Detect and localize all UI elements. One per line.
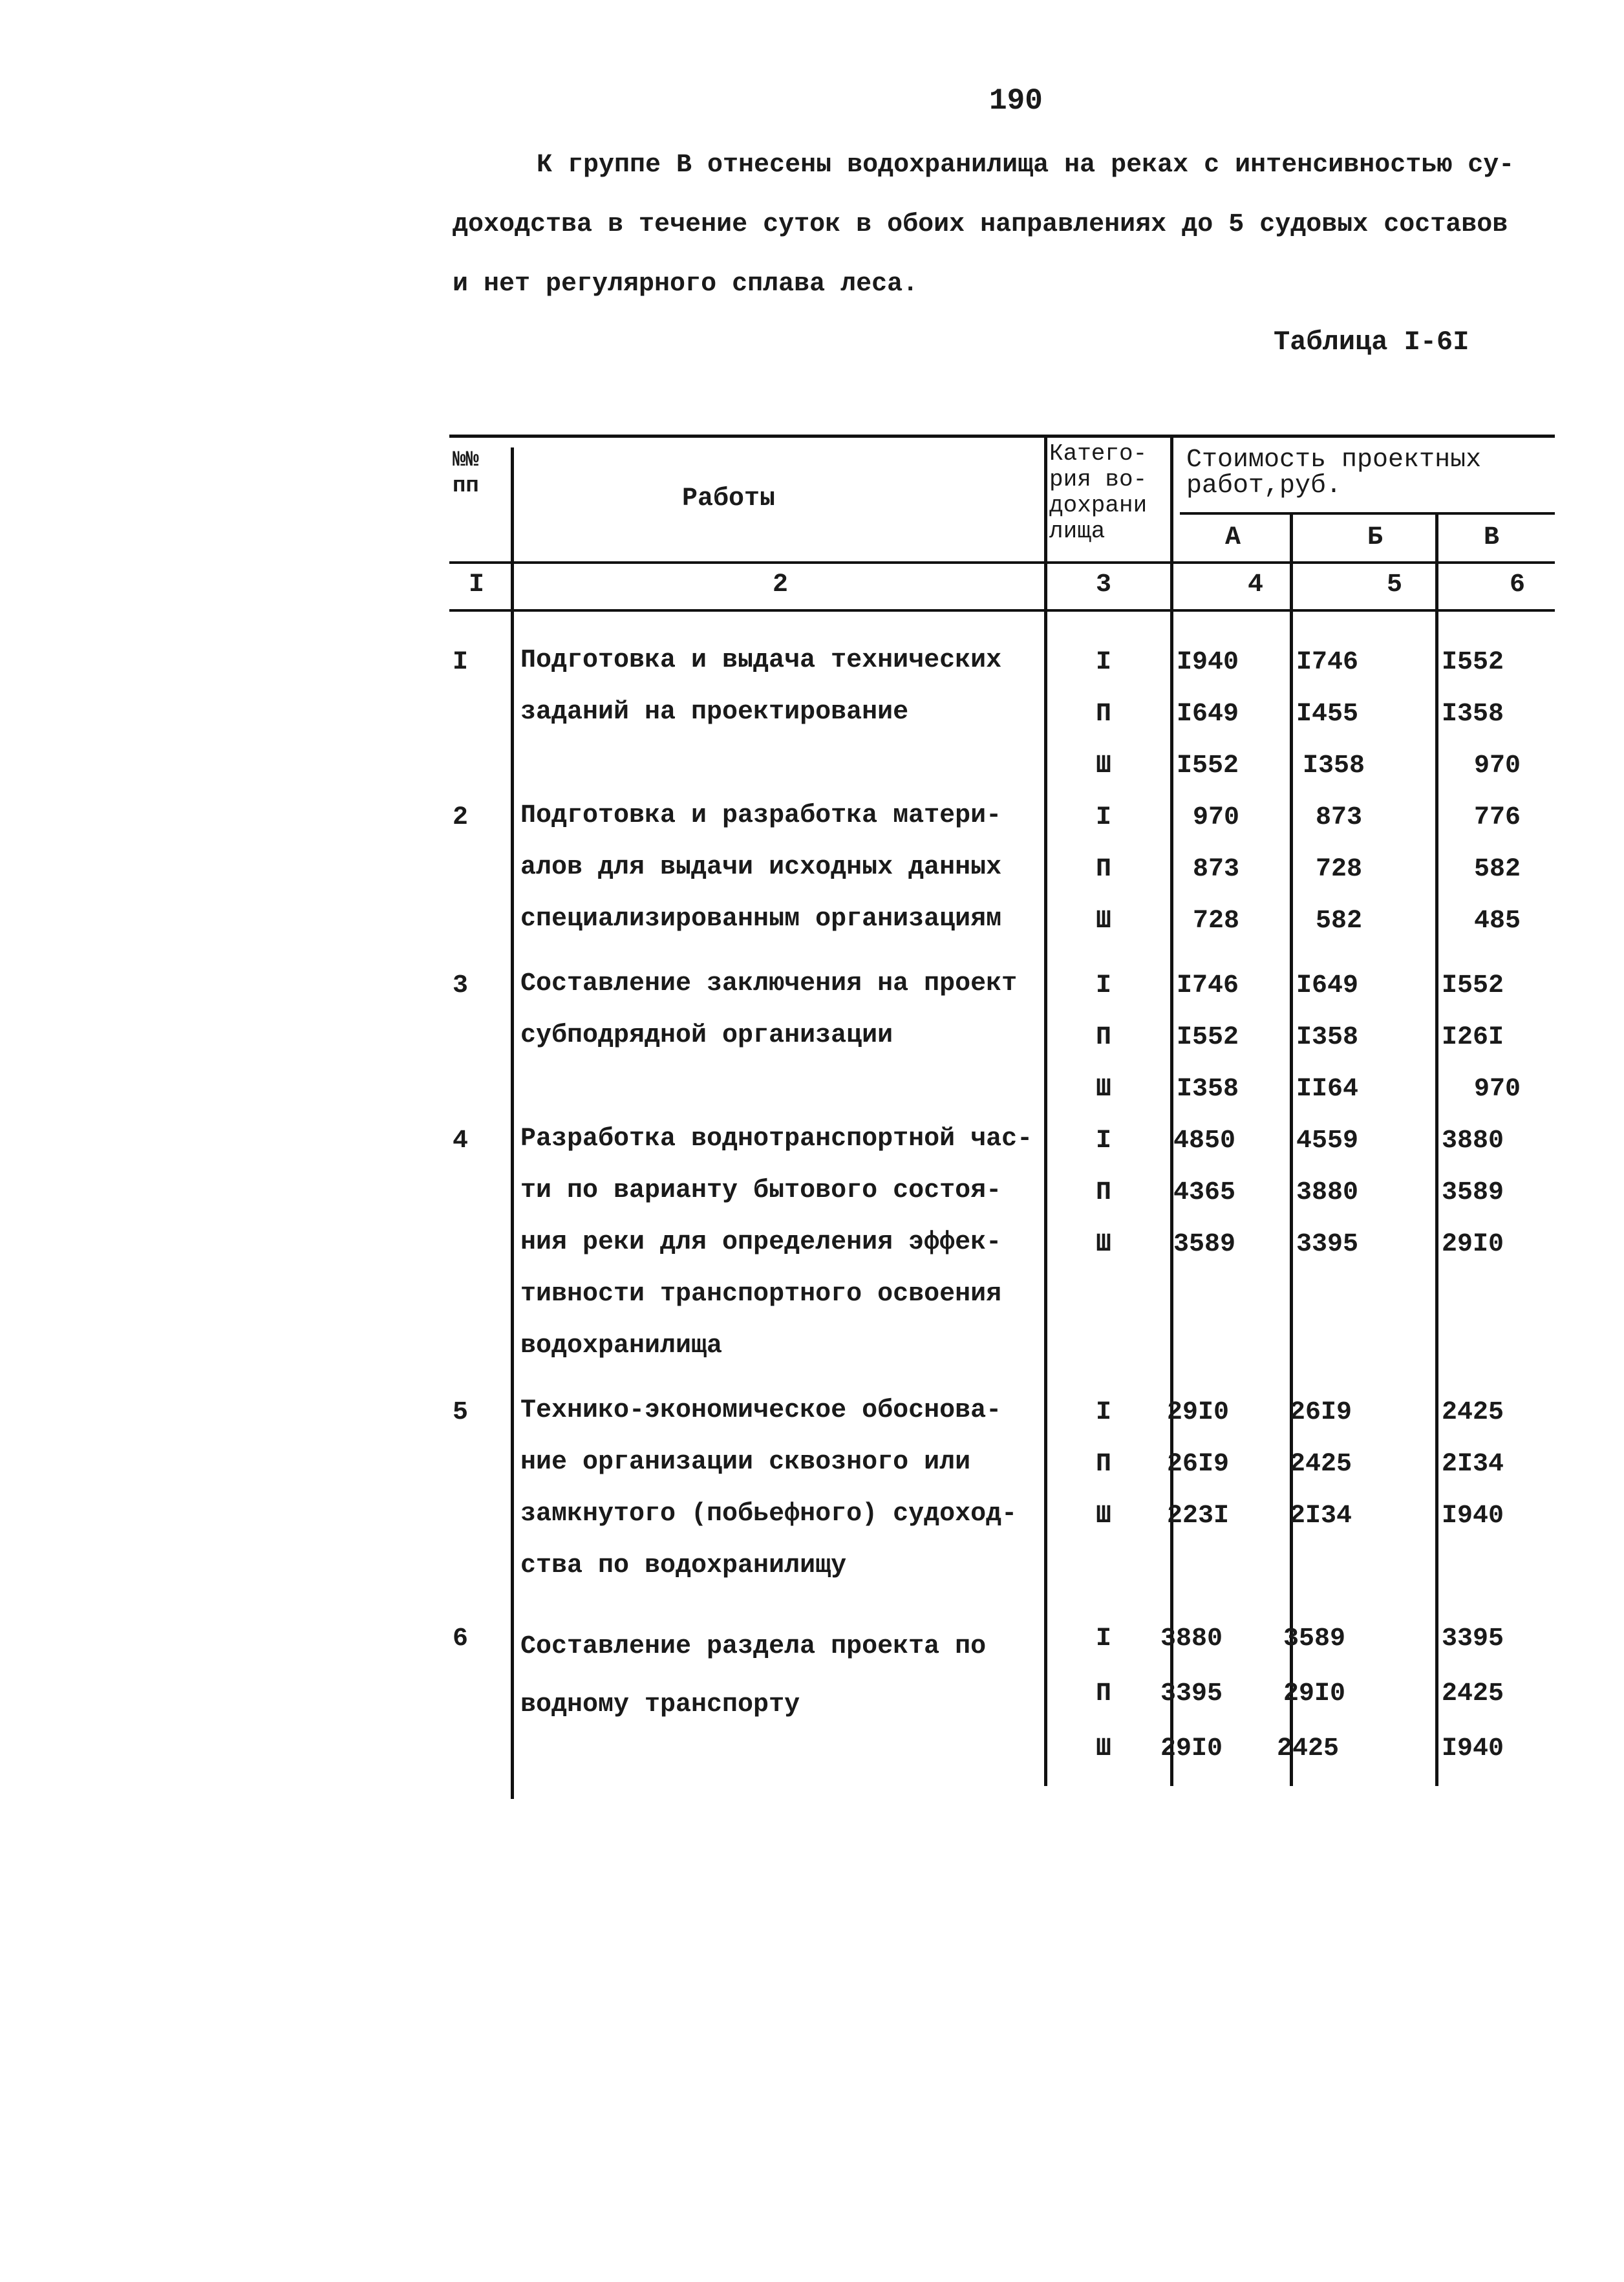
cost-table <box>449 435 1555 1799</box>
row-number: 6 <box>453 1624 469 1653</box>
column-numbers-rule <box>449 609 1555 612</box>
cost-v: I552 <box>1442 648 1504 677</box>
row-number: 4 <box>453 1126 469 1156</box>
col-number: I <box>469 570 485 599</box>
row-number: 3 <box>453 971 469 1000</box>
page-number: 190 <box>989 84 1043 118</box>
header-num: №№ пп <box>453 448 479 499</box>
header-col-b: Б <box>1367 523 1384 552</box>
work-description: Составление заключения на проект субподрядной организации <box>520 969 1018 1050</box>
cost-a: I552 <box>1177 751 1239 780</box>
cost-subheader-rule <box>1180 512 1555 515</box>
col-number: 4 <box>1248 570 1264 599</box>
header-bottom-rule <box>449 561 1555 564</box>
category-value: П <box>1096 1679 1112 1708</box>
work-description: Разработка воднотранспортной час- ти по варианту бытового состоя- ния реки для определения эффек- тивности транспортного освоения водохранилища <box>520 1125 1033 1361</box>
cost-a: 873 <box>1193 855 1240 884</box>
category-value: Ш <box>1096 1075 1112 1104</box>
category-value: Ш <box>1096 751 1112 780</box>
cost-a: 728 <box>1193 907 1240 936</box>
category-value: П <box>1096 1450 1112 1479</box>
cost-a: 29I0 <box>1160 1734 1223 1763</box>
category-value: Ш <box>1096 1230 1112 1259</box>
category-value: I <box>1096 803 1112 832</box>
row-number: I <box>453 648 469 677</box>
col-divider-1 <box>511 447 514 1799</box>
header-works: Работы <box>682 484 776 513</box>
cost-v: I940 <box>1442 1734 1504 1763</box>
cost-v: 3880 <box>1442 1126 1504 1156</box>
category-value: I <box>1096 971 1112 1000</box>
intro-paragraph <box>453 136 1571 314</box>
cost-v: 3589 <box>1442 1178 1504 1207</box>
intro-line: доходства в течение суток в обоих направлениях до 5 судовых составов <box>453 210 1508 239</box>
cost-b: 873 <box>1316 803 1363 832</box>
cost-a: 3395 <box>1160 1679 1223 1708</box>
cost-a: 4850 <box>1173 1126 1236 1156</box>
cost-v: 485 <box>1474 907 1521 936</box>
category-value: П <box>1096 1023 1112 1052</box>
col-number: 6 <box>1510 570 1526 599</box>
cost-v: I940 <box>1442 1502 1504 1531</box>
col-divider-4 <box>1290 512 1293 1786</box>
cost-a: I746 <box>1177 971 1239 1000</box>
header-category: Катего- рия во- дохрани лища <box>1049 440 1148 544</box>
cost-v: I26I <box>1442 1023 1504 1052</box>
cost-a: 29I0 <box>1167 1398 1230 1427</box>
category-value: I <box>1096 1126 1112 1156</box>
cost-a: I552 <box>1177 1023 1239 1052</box>
cost-a: 3880 <box>1160 1624 1223 1653</box>
table-top-rule <box>449 435 1555 438</box>
cost-v: I358 <box>1442 700 1504 729</box>
cost-v: 776 <box>1474 803 1521 832</box>
cost-b: 3880 <box>1296 1178 1359 1207</box>
header-cost: Стоимость проектных работ,руб. <box>1186 446 1482 501</box>
intro-line: и нет регулярного сплава леса. <box>453 270 919 299</box>
cost-v: 29I0 <box>1442 1230 1504 1259</box>
table-caption: Таблица I-6I <box>1274 327 1469 358</box>
category-value: Ш <box>1096 907 1112 936</box>
col-divider-3 <box>1170 435 1173 1786</box>
cost-a: 223I <box>1167 1502 1230 1531</box>
cost-b: 2425 <box>1277 1734 1340 1763</box>
header-col-a: А <box>1225 523 1241 552</box>
category-value: Ш <box>1096 1502 1112 1531</box>
cost-v: 2I34 <box>1442 1450 1504 1479</box>
cost-a: 4365 <box>1173 1178 1236 1207</box>
category-value: П <box>1096 1178 1112 1207</box>
cost-a: I649 <box>1177 700 1239 729</box>
category-value: П <box>1096 700 1112 729</box>
cost-a: 26I9 <box>1167 1450 1230 1479</box>
cost-b: 3395 <box>1296 1230 1359 1259</box>
category-value: П <box>1096 855 1112 884</box>
cost-a: I940 <box>1177 648 1239 677</box>
cost-b: I358 <box>1303 751 1365 780</box>
cost-b: I649 <box>1296 971 1359 1000</box>
intro-line: К группе В отнесены водохранилища на реках с интенсивностью су- <box>537 151 1515 180</box>
work-description: Технико-экономическое обоснова- ние организации сквозного или замкнутого (побьефного) судоход- ства по водохранилищу <box>520 1396 1018 1580</box>
cost-b: 2425 <box>1290 1450 1352 1479</box>
cost-b: 26I9 <box>1290 1398 1352 1427</box>
col-divider-5 <box>1435 512 1438 1786</box>
col-divider-2 <box>1044 435 1047 1786</box>
cost-b: 29I0 <box>1283 1679 1346 1708</box>
cost-v: 970 <box>1474 1075 1521 1104</box>
cost-b: 4559 <box>1296 1126 1359 1156</box>
cost-a: 970 <box>1193 803 1240 832</box>
cost-b: 2I34 <box>1290 1502 1352 1531</box>
cost-b: 582 <box>1316 907 1363 936</box>
category-value: I <box>1096 648 1112 677</box>
cost-a: I358 <box>1177 1075 1239 1104</box>
cost-a: 3589 <box>1173 1230 1236 1259</box>
category-value: I <box>1096 1624 1112 1653</box>
header-col-v: В <box>1484 523 1500 552</box>
col-number: 2 <box>773 570 789 599</box>
work-description: Составление раздела проекта по водному транспорту <box>520 1632 987 1719</box>
col-number: 3 <box>1096 570 1112 599</box>
category-value: I <box>1096 1398 1112 1427</box>
cost-b: I746 <box>1296 648 1359 677</box>
category-value: Ш <box>1096 1734 1112 1763</box>
cost-v: I552 <box>1442 971 1504 1000</box>
work-description: Подготовка и выдача технических заданий на проектирование <box>520 646 1002 727</box>
cost-b: 728 <box>1316 855 1363 884</box>
cost-b: II64 <box>1296 1075 1359 1104</box>
row-number: 5 <box>453 1398 469 1427</box>
cost-v: 582 <box>1474 855 1521 884</box>
cost-v: 3395 <box>1442 1624 1504 1653</box>
row-number: 2 <box>453 803 469 832</box>
cost-v: 970 <box>1474 751 1521 780</box>
col-number: 5 <box>1387 570 1403 599</box>
work-description: Подготовка и разработка матери- алов для выдачи исходных данных специализированным организациям <box>520 801 1002 934</box>
cost-v: 2425 <box>1442 1398 1504 1427</box>
cost-b: I455 <box>1296 700 1359 729</box>
cost-v: 2425 <box>1442 1679 1504 1708</box>
cost-b: 3589 <box>1283 1624 1346 1653</box>
cost-b: I358 <box>1296 1023 1359 1052</box>
